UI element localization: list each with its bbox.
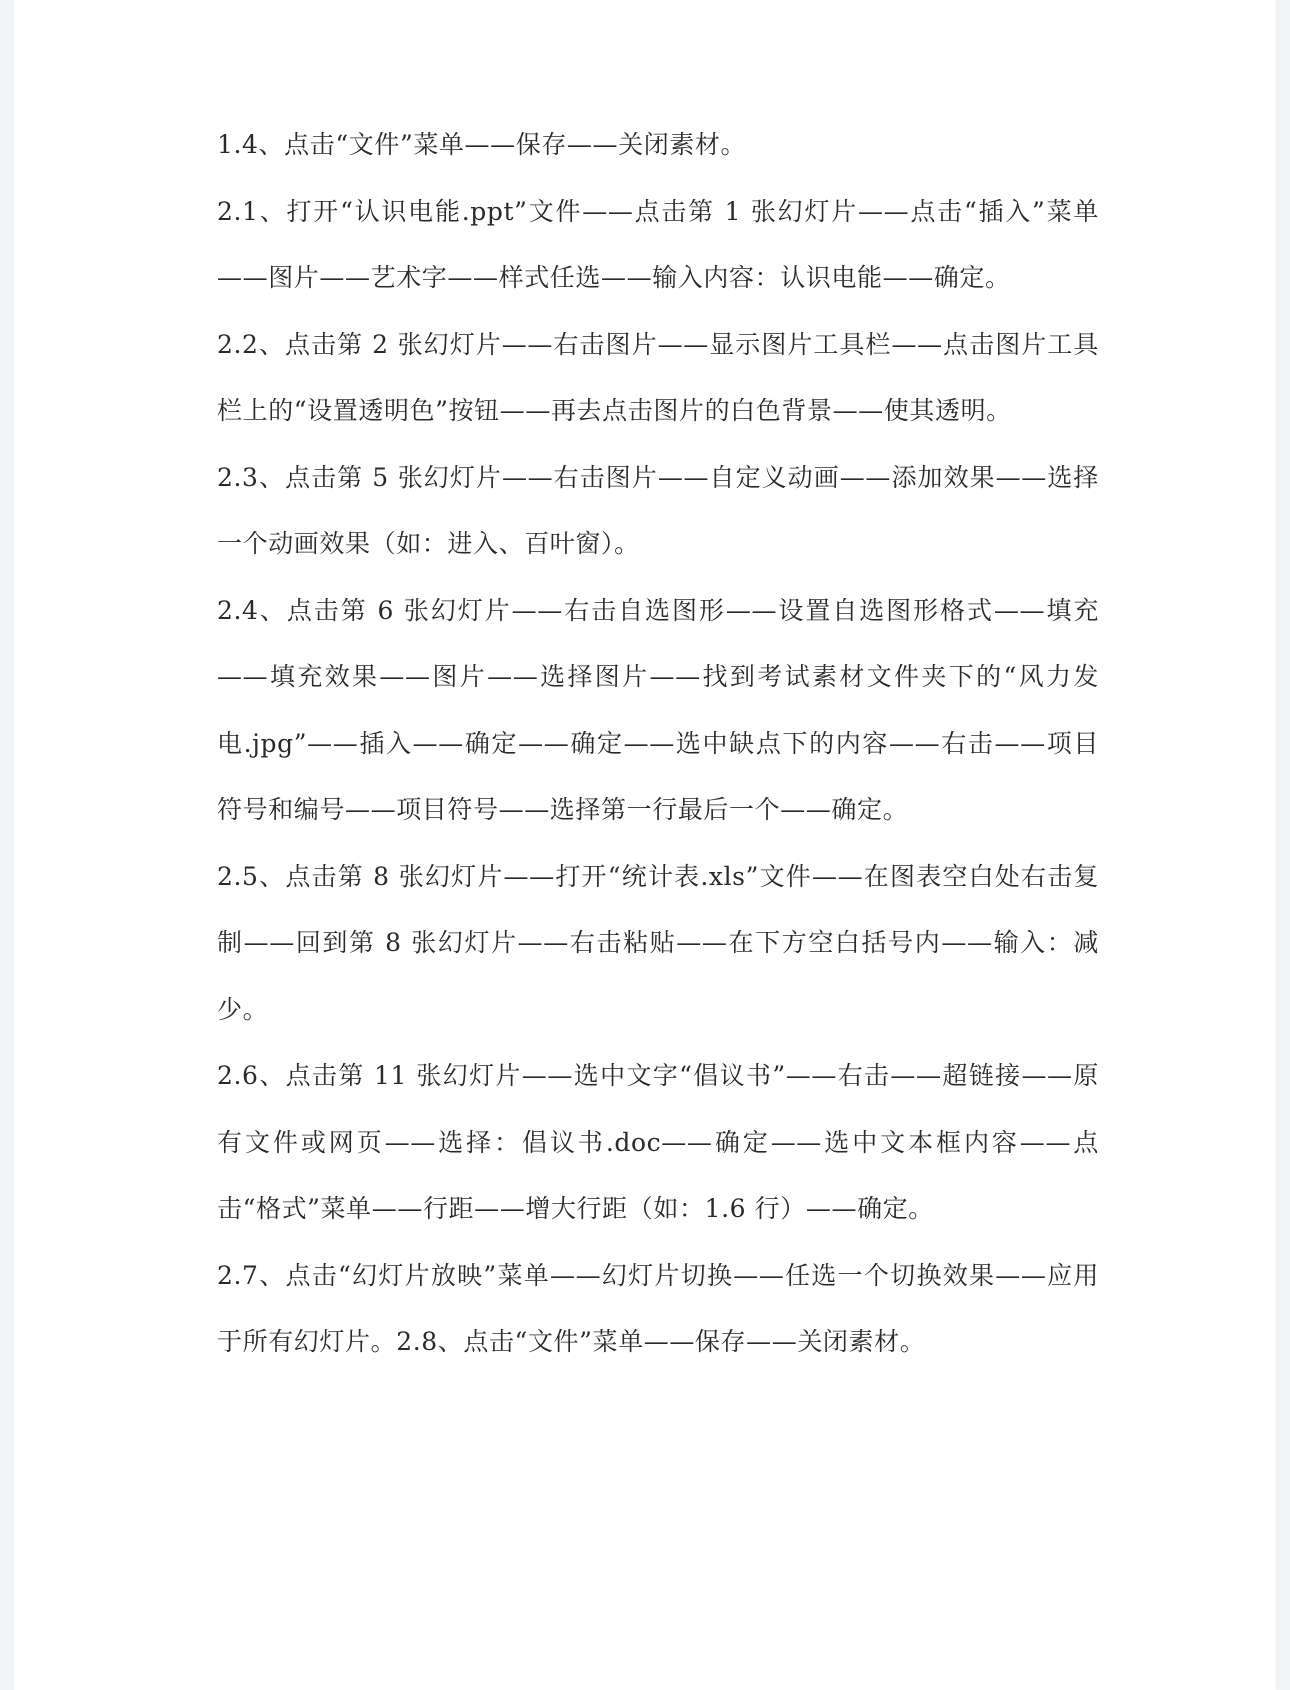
paragraph-2-2: 2.2、点击第 2 张幻灯片——右击图片——显示图片工具栏——点击图片工具栏上的“设置透明色”按钮——再去点击图片的白色背景——使其透明。 (217, 329, 1099, 425)
paragraph-2-5: 2.5、点击第 8 张幻灯片——打开“统计表.xls”文件——在图表空白处右击复制——回到第 8 张幻灯片——右击粘贴——在下方空白括号内——输入：减少。 (217, 861, 1099, 1024)
paragraph-2-4: 2.4、点击第 6 张幻灯片——右击自选图形——设置自选图形格式——填充——填充效果——图片——选择图片——找到考试素材文件夹下的“风力发电.jpg”——插入——确定——确定——选中缺点下的内容——右击——项目符号和编号——项目符号——选择第一行最后一个——确定。 (217, 595, 1099, 824)
paragraph-2-7: 2.7、点击“幻灯片放映”菜单——幻灯片切换——任选一个切换效果——应用于所有幻灯片。2.8、点击“文件”菜单——保存——关闭素材。 (217, 1260, 1099, 1356)
document-body (217, 112, 1099, 1376)
paragraph-2-1: 2.1、打开“认识电能.ppt”文件——点击第 1 张幻灯片——点击“插入”菜单——图片——艺术字——样式任选——输入内容：认识电能——确定。 (217, 196, 1099, 292)
paragraph-2-3: 2.3、点击第 5 张幻灯片——右击图片——自定义动画——添加效果——选择一个动画效果（如：进入、百叶窗）。 (217, 462, 1099, 558)
document-page (14, 0, 1276, 1690)
paragraph-2-6: 2.6、点击第 11 张幻灯片——选中文字“倡议书”——右击——超链接——原有文件或网页——选择：倡议书.doc——确定——选中文本框内容——点击“格式”菜单——行距——增大行距（如：1.6 行）——确定。 (217, 1061, 1099, 1223)
paragraph-1-4: 1.4、点击“文件”菜单——保存——关闭素材。 (217, 130, 747, 159)
